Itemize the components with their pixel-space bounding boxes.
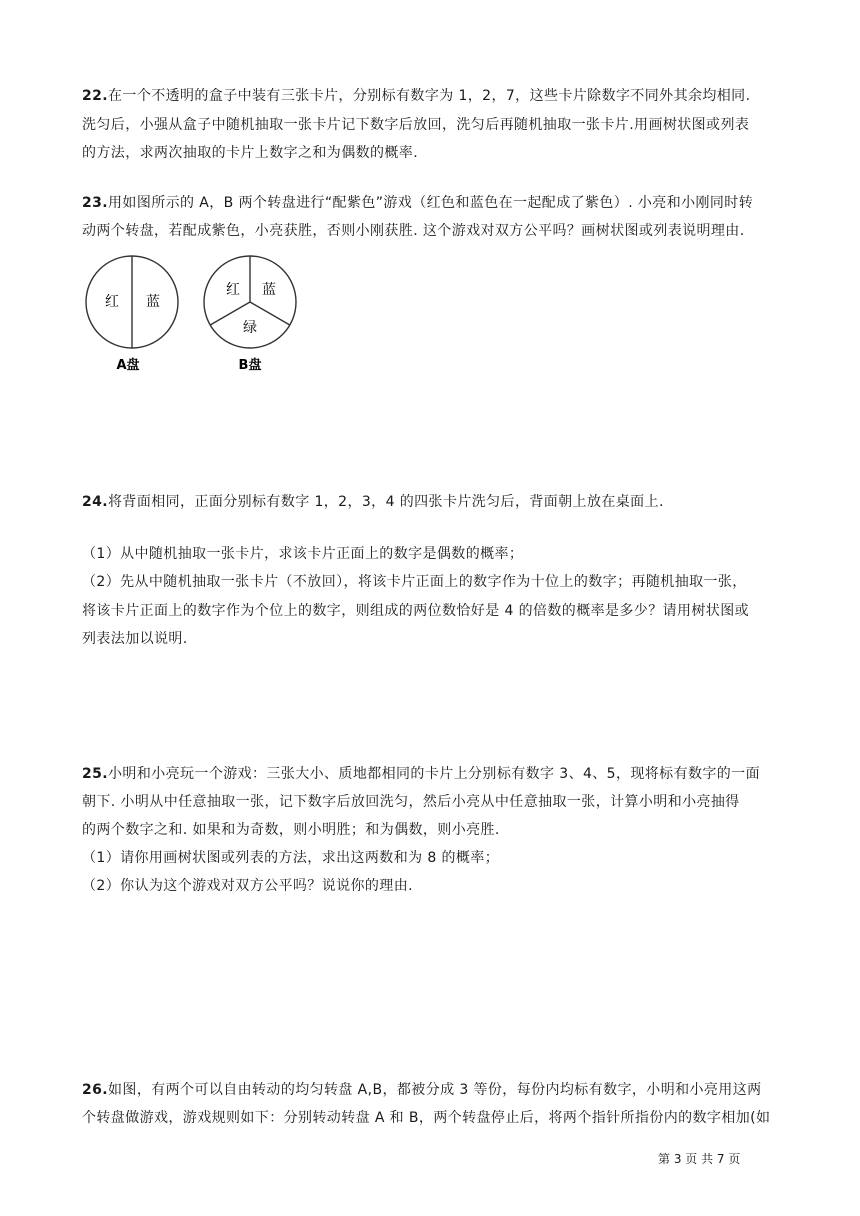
disk-a-caption: A盘 xyxy=(116,358,140,373)
disk-b-caption: B盘 xyxy=(238,358,262,373)
spinner-b xyxy=(204,256,296,373)
disk-b-sector-green: 绿 xyxy=(243,320,257,336)
disk-b-sector-red: 红 xyxy=(226,282,240,298)
spinner-a xyxy=(86,256,178,373)
q22-line-3: 的方法，求两次抽取的卡片上数字之和为偶数的概率. xyxy=(82,145,419,161)
q25-part-2: （2）你认为这个游戏对双方公平吗？说说你的理由. xyxy=(82,878,413,894)
q24-part-2-cont: 将该卡片正面上的数字作为个位上的数字，则组成的两位数恰好是 4 的倍数的概率是多少？请用树状图或 xyxy=(82,603,750,619)
q22-number: 22. xyxy=(82,88,109,104)
q22-line-1: 22.在一个不透明的盒子中装有三张卡片，分别标有数字为 1，2，7，这些卡片除数字不同外其余均相同. xyxy=(82,88,751,104)
q25-line-1: 25.小明和小亮玩一个游戏：三张大小、质地都相同的卡片上分别标有数字 3、4、5，现将标有数字的一面 xyxy=(82,766,760,782)
q25-part-1: （1）请你用画树状图或列表的方法，求出这两数和为 8 的概率； xyxy=(82,850,500,866)
q24-part-2: （2）先从中随机抽取一张卡片（不放回），将该卡片正面上的数字作为十位上的数字；再随机抽取一张， xyxy=(82,574,747,590)
disk-b-sector-blue: 蓝 xyxy=(262,282,276,298)
q26-number: 26. xyxy=(82,1082,109,1098)
q24-number: 24. xyxy=(82,494,109,510)
disk-a-sector-blue: 蓝 xyxy=(146,294,160,310)
q23-line-2: 动两个转盘，若配成紫色，小亮获胜，否则小刚获胜. 这个游戏对双方公平吗？画树状图或列表说明理由. xyxy=(82,223,745,239)
q24-part-2-end: 列表法加以说明. xyxy=(82,631,188,647)
q24-part-1: （1）从中随机抽取一张卡片，求该卡片正面上的数字是偶数的概率； xyxy=(82,546,524,562)
q26-line-1: 26.如图，有两个可以自由转动的均匀转盘 A,B，都被分成 3 等份，每份内均标有数字，小明和小亮用这两 xyxy=(82,1082,762,1098)
q22-line-2: 洗匀后，小强从盒子中随机抽取一张卡片记下数字后放回，洗匀后再随机抽取一张卡片.用画树状图或列表 xyxy=(82,117,750,133)
q25-line-2: 朝下. 小明从中任意抽取一张，记下数字后放回洗匀，然后小亮从中任意抽取一张，计算小明和小亮抽得 xyxy=(82,794,740,810)
q24-line-1: 24.将背面相同，正面分别标有数字 1，2，3，4 的四张卡片洗匀后，背面朝上放在桌面上. xyxy=(82,494,664,510)
q25-line-3: 的两个数字之和. 如果和为奇数，则小明胜；和为偶数，则小亮胜. xyxy=(82,822,500,838)
page-footer: 第 3 页 共 7 页 xyxy=(658,1152,741,1166)
q23-number: 23. xyxy=(82,195,109,211)
spinner-figure xyxy=(78,250,318,376)
q23-line-1: 23.用如图所示的 A，B 两个转盘进行“配紫色”游戏（红色和蓝色在一起配成了紫色）. 小亮和小刚同时转 xyxy=(82,195,754,211)
disk-a-sector-red: 红 xyxy=(105,294,119,310)
q25-number: 25. xyxy=(82,766,109,782)
q26-line-2: 个转盘做游戏，游戏规则如下：分别转动转盘 A 和 B，两个转盘停止后，将两个指针所指份内的数字相加(如 xyxy=(82,1110,771,1126)
